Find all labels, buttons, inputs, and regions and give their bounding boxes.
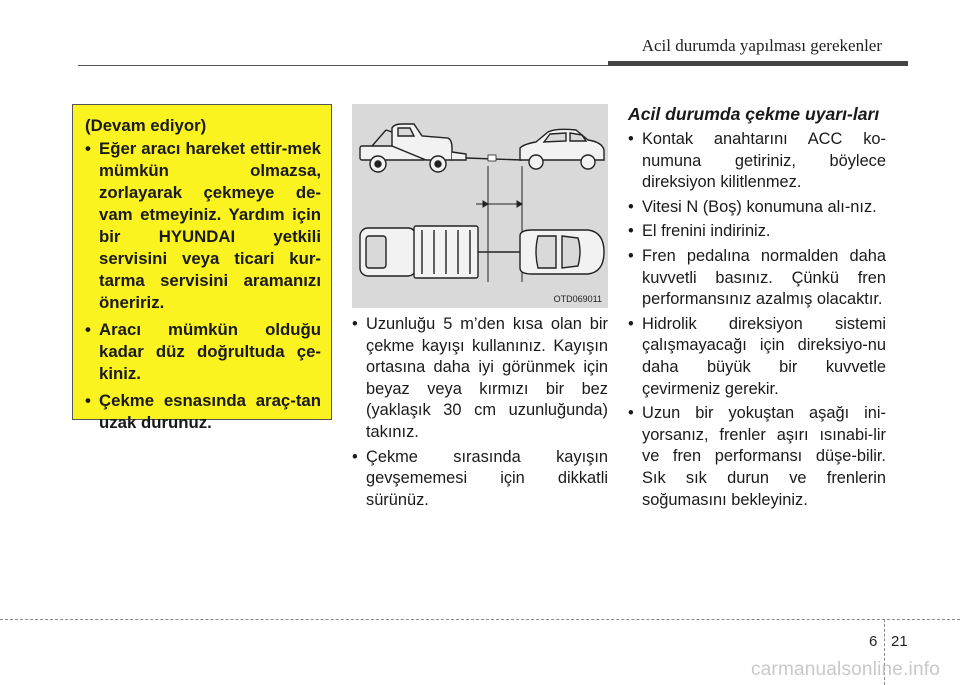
precaution-item: • Uzun bir yokuştan aşağı ini-yorsanız, frenler aşırı ısınabi-lir ve fren performansı düşe-bilir. Sık sık durun ve frenlerin soğumasını bekleyiniz. (628, 403, 886, 511)
towing-diagram (352, 104, 608, 308)
towing-instructions (352, 314, 608, 514)
section-heading: Acil durumda çekme uyarı-ları (628, 104, 880, 124)
warning-item: • Çekme esnasında araç-tan uzak durunuz. (85, 390, 321, 434)
watermark: carmanualsonline.info (750, 659, 940, 680)
towing-illustration (352, 104, 608, 308)
tow-truck-top-view (360, 226, 478, 278)
towed-car-side-view (520, 129, 604, 169)
emergency-towing-section (628, 104, 886, 514)
warning-list (85, 138, 321, 434)
towed-car-top-view (520, 230, 604, 274)
precaution-list (628, 129, 886, 511)
warning-item: • Eğer aracı hareket ettir-mek mümkün olmazsa, zorlayarak çekmeye de-vam etmeyiniz. Yardım için bir HYUNDAI yetkili servisini veya ticari kur-tarma servisini aramanızı öneririz. (85, 138, 321, 314)
chapter-number: 6 (869, 633, 878, 650)
header-rule-accent (608, 61, 908, 66)
precaution-item: • El frenini indiriniz. (628, 221, 886, 243)
warning-continued-label: (Devam ediyor) (85, 116, 207, 135)
tow-truck-side-view (360, 124, 466, 172)
warning-item: • Aracı mümkün olduğu kadar düz doğrultuda çe-kiniz. (85, 319, 321, 385)
footer-rule (0, 619, 960, 620)
distance-indicator (476, 166, 522, 282)
figure-code: OTD069011 (553, 294, 602, 304)
precaution-item: • Kontak anahtarını ACC ko-numuna getiriniz, böylece direksiyon kilitlenmez. (628, 129, 886, 194)
instruction-item: • Çekme sırasında kayışın gevşememesi için dikkatli sürünüz. (352, 447, 608, 512)
header-title: Acil durumda yapılması gerekenler (641, 36, 882, 55)
page-number: 21 (891, 633, 908, 650)
strap-flag (488, 155, 496, 161)
warning-box (72, 104, 332, 432)
precaution-item: • Hidrolik direksiyon sistemi çalışmayacağı için direksiyo-nu daha büyük bir kuvvetle çevirmeniz gerekir. (628, 314, 886, 400)
instruction-item: • Uzunluğu 5 m’den kısa olan bir çekme kayışı kullanınız. Kayışın ortasına daha iyi görünmek için beyaz veya kırmızı bir bez (yaklaşık 30 cm uzunluğunda) takınız. (352, 314, 608, 444)
precaution-item: • Vitesi N (Boş) konumuna alı-nız. (628, 197, 886, 219)
precaution-item: • Fren pedalına normalden daha kuvvetli basınız. Çünkü fren performansınız azalmış olacaktır. (628, 246, 886, 311)
